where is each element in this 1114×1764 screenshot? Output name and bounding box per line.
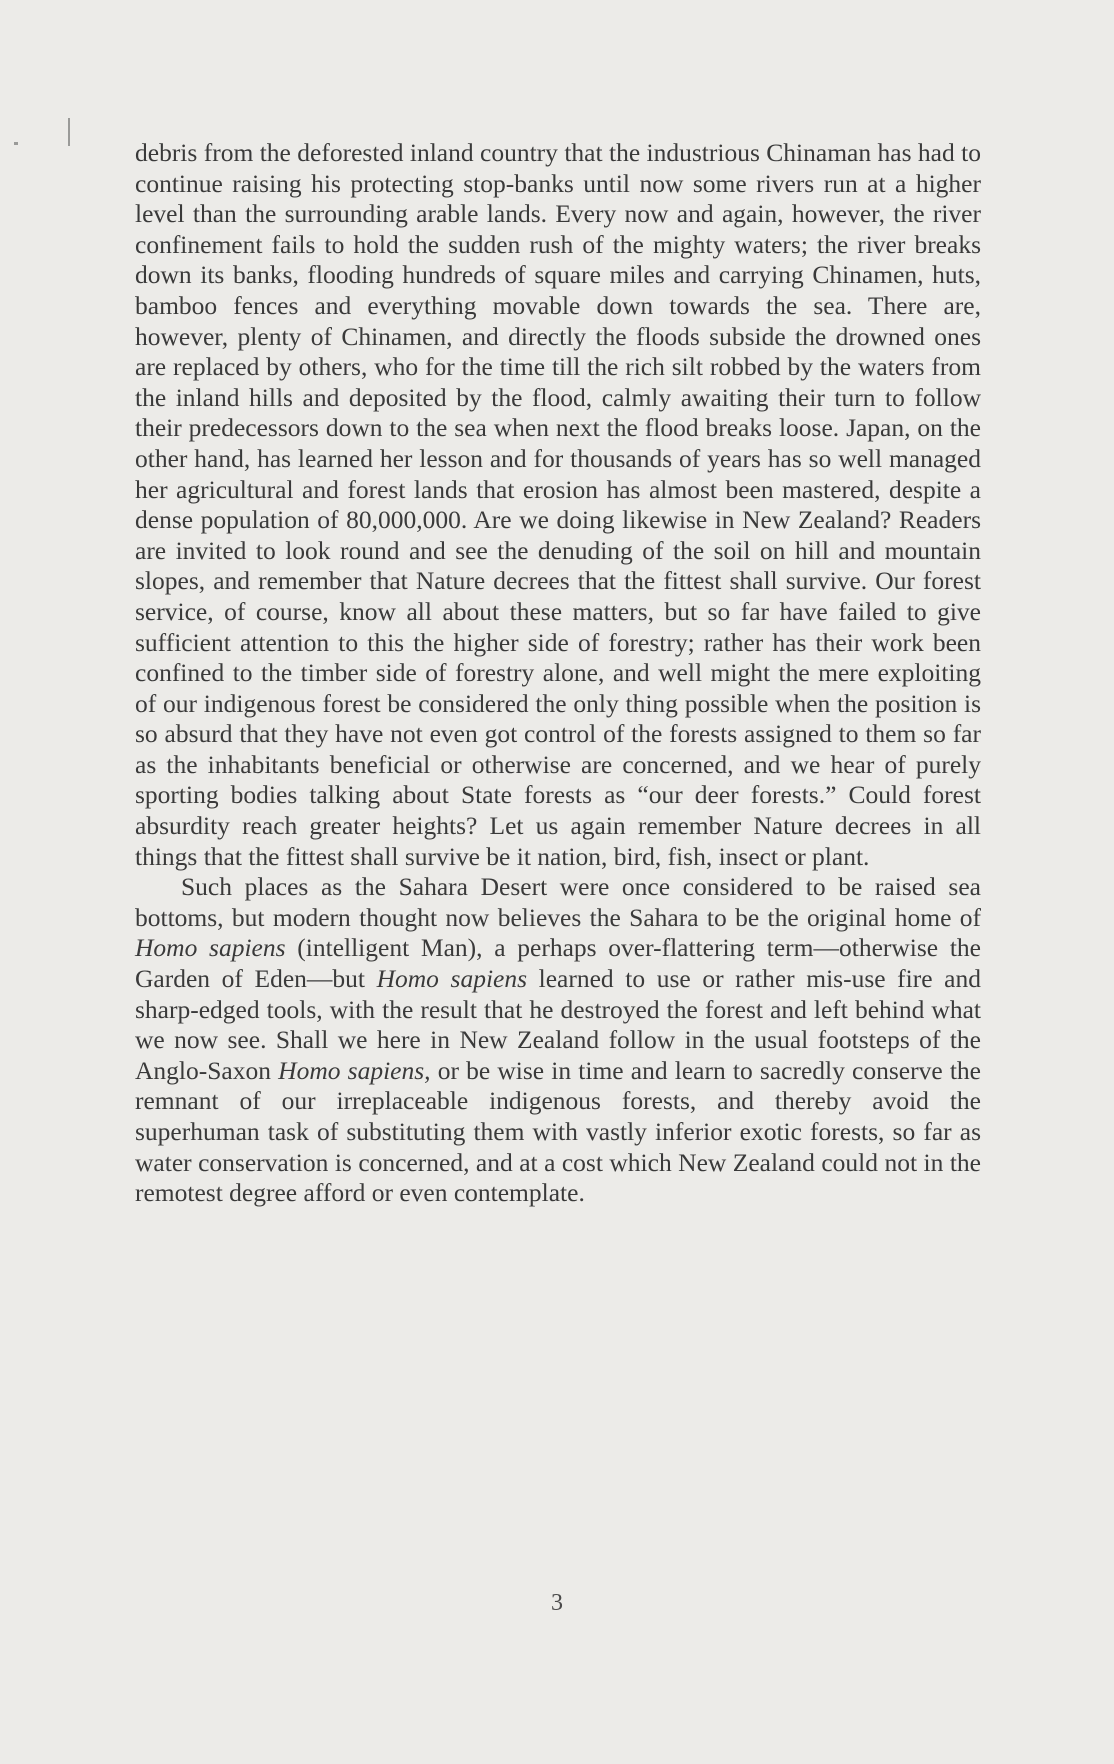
page-number: 3 xyxy=(551,1590,563,1616)
text-run: learned to use or rather mis-use fire and sharp-edged tools, with the result that he destroyed the forest and left behind what we now see. Shall we here in New Zealand follow in the usual footsteps of the Anglo-Saxon xyxy=(135,964,981,1085)
italic-text-run: Homo sapiens xyxy=(135,933,286,963)
margin-dot-mark xyxy=(14,142,18,145)
italic-text-run: Homo sapiens xyxy=(376,964,528,994)
paragraph-2 xyxy=(135,872,981,1209)
text-run: debris from the deforested inland country that the industrious Chinaman has had to continue raising his protecting stop-banks until now some rivers run at a higher level than the surrounding arable lands. Every now and again, however, the river confinement fails to hold the sudden rush of the mighty waters; the river breaks down its banks, flooding hundreds of square miles and carrying Chinamen, huts, bamboo fences and everything movable down towards the sea. There are, however, plenty of Chinamen, and directly the floods subside the drowned ones are replaced by others, who for the time till the rich silt robbed by the waters from the inland hills and deposited by the flood, calmly awaiting their turn to follow their predecessors down to the sea when next the flood breaks loose. Japan, on the other hand, has learned her lesson and for thousands of years has so well managed her agricultural and forest lands that erosion has almost been mastered, despite a dense population of 80,000,000. Are we doing likewise in New Zealand? Readers are invited to look round and see the denuding of the soil on hill and mountain slopes, and remember that Nature decrees that the fittest shall survive. Our forest service, of course, know all about these matters, but so far have failed to give sufficient attention to this the higher side of forestry; rather has their work been confined to the timber side of forestry alone, and well might the mere exploiting of our indigenous forest be considered the only thing possible when the position is so absurd that they have not even got control of the forests assigned to them so far as the inhabitants beneficial or otherwise are concerned, and we hear of purely sporting bodies talking about State forests as “our deer forests.” Could forest absurdity reach greater heights? Let us again remember Nature decrees in all things that the fittest shall survive be it nation, bird, fish, insect or plant. xyxy=(135,138,981,871)
text-run: Such places as the Sahara Desert were once considered to be raised sea bottoms, but modern thought now believes the Sahara to be the original home of xyxy=(135,872,981,932)
text-run: or be wise in time and learn to sacredly conserve the remnant of our irreplaceable indigenous forests, and thereby avoid the superhuman task of substituting them with vastly inferior exotic forests, so far as water conservation is concerned, and at a cost which New Zealand could not in the remotest degree afford or even contemplate. xyxy=(135,1055,981,1208)
paragraph-1 xyxy=(135,138,981,872)
body-text xyxy=(135,138,981,1209)
italic-text-run: Homo sapiens, xyxy=(278,1055,431,1085)
text-run: (intelligent Man), a perhaps over-flattering term—otherwise the Garden of Eden—but xyxy=(135,933,981,994)
margin-speck-mark xyxy=(68,118,70,146)
